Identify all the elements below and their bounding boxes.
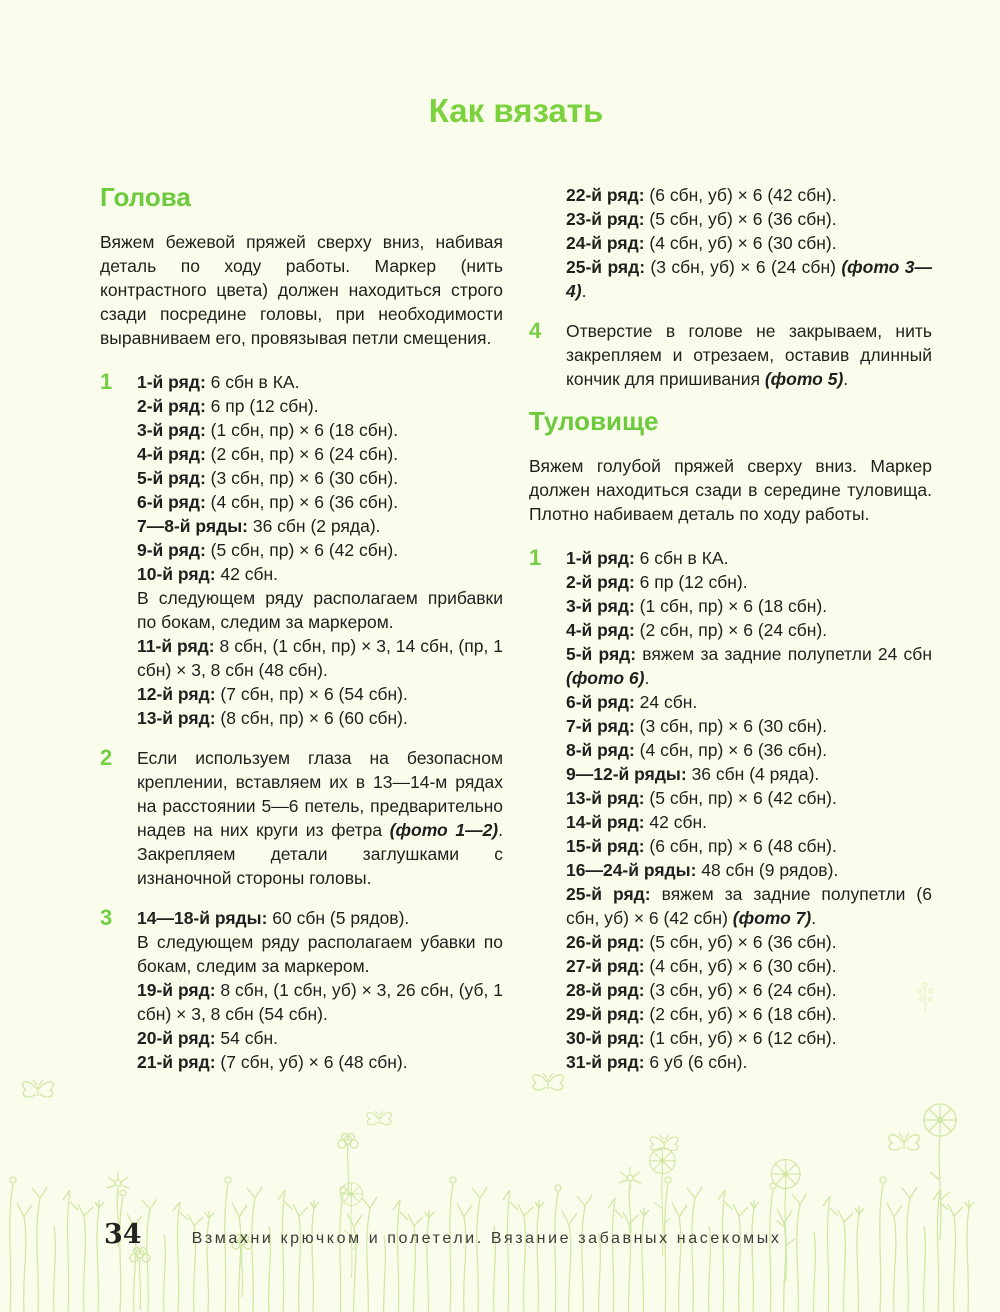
item-number: 4 [529, 318, 542, 343]
row-text: (7 сбн, уб) × 6 (48 сбн). [215, 1051, 408, 1072]
row-label: 4-й ряд: [137, 443, 206, 464]
step-line [137, 906, 503, 930]
row-text: вяжем за задние полупетли 24 сбн [636, 643, 932, 664]
row-text: (5 сбн, пр) × 6 (42 сбн). [644, 787, 837, 808]
row-text: 6 пр (12 сбн). [634, 571, 748, 592]
row-label: 6-й ряд: [566, 691, 635, 712]
row-label: 14—18-й ряды: [137, 907, 268, 928]
step-line [566, 546, 932, 570]
step-line [566, 231, 932, 255]
step-line [566, 858, 932, 882]
row-label: 2-й ряд: [566, 571, 635, 592]
row-label: 9—12-й ряды: [566, 763, 687, 784]
item-body [566, 319, 932, 391]
row-label: 12-й ряд: [137, 683, 216, 704]
row-text: (4 сбн, уб) × 6 (30 сбн). [644, 955, 837, 976]
row-text: (2 сбн, пр) × 6 (24 сбн). [205, 443, 399, 464]
row-label: 6-й ряд: [137, 491, 206, 512]
row-text: . [644, 667, 650, 688]
row-label: 30-й ряд: [566, 1027, 645, 1048]
row-label: 11-й ряд: [137, 635, 215, 656]
row-label: 24-й ряд: [566, 233, 645, 253]
step-line [137, 514, 503, 538]
row-text: 24 сбн. [634, 691, 698, 712]
step-line [566, 738, 932, 762]
right-column [529, 183, 932, 1090]
row-text: 36 сбн (4 ряда). [686, 763, 820, 784]
row-text: В следующем ряду располагаем прибавки по бокам, следим за маркером. [137, 587, 503, 632]
row-label: 4-й ряд: [566, 619, 635, 640]
step-line [566, 714, 932, 738]
row-text: 6 сбн в КА. [634, 547, 729, 568]
step-line [137, 978, 503, 1026]
row-text: (6 сбн, уб) × 6 (42 сбн). [644, 185, 837, 205]
step-line [566, 618, 932, 642]
row-text: (3 сбн, уб) × 6 (24 сбн). [644, 979, 837, 1000]
row-label: 7—8-й ряды: [137, 515, 248, 536]
row-text: 48 сбн (9 рядов). [696, 859, 839, 880]
row-text: . [843, 369, 849, 389]
row-label: 28-й ряд: [566, 979, 645, 1000]
row-text: вяжем за задние полупетли (6 сбн, уб) × 6 (42 сбн) [566, 883, 932, 928]
numbered-item [529, 183, 932, 303]
row-text: (5 сбн, уб) × 6 (36 сбн). [644, 931, 837, 952]
step-line [137, 394, 503, 418]
row-text: (3 сбн, пр) × 6 (30 сбн). [205, 467, 399, 488]
item-number: 3 [100, 904, 113, 930]
row-text: (6 сбн, пр) × 6 (48 сбн). [644, 835, 837, 856]
numbered-item [100, 370, 503, 730]
row-label: 13-й ряд: [137, 707, 216, 728]
row-text: (1 сбн, пр) × 6 (18 сбн). [205, 419, 399, 440]
row-label: 27-й ряд: [566, 955, 645, 976]
step-line [566, 594, 932, 618]
numbered-item [100, 906, 503, 1074]
row-label: 25-й ряд: [566, 257, 646, 277]
row-label: 3-й ряд: [137, 419, 206, 440]
row-label: 5-й ряд: [566, 643, 637, 664]
step-line [566, 255, 932, 303]
step-line [566, 1050, 932, 1074]
numbered-item [100, 746, 503, 890]
step-line [137, 442, 503, 466]
row-label: 26-й ряд: [566, 931, 645, 952]
step-line [566, 762, 932, 786]
row-label: 25-й ряд: [566, 883, 651, 904]
item-number: 1 [100, 368, 113, 394]
book-title: Взмахни крючком и полетели. Вязание забавных насекомых [191, 1230, 782, 1247]
page-footer [104, 1219, 781, 1250]
photo-ref: (фото 1—2) [389, 819, 499, 840]
page-number: 34 [104, 1219, 142, 1250]
step-line [137, 706, 503, 730]
section-heading: Туловище [529, 406, 659, 436]
row-text: (5 сбн, уб) × 6 (36 сбн). [644, 209, 837, 229]
row-label: 7-й ряд: [566, 715, 635, 736]
row-text: (3 сбн, уб) × 6 (24 сбн) [645, 257, 842, 277]
row-text: (8 сбн, пр) × 6 (60 сбн). [215, 707, 408, 728]
row-label: 9-й ряд: [137, 539, 206, 560]
row-text: 8 сбн, (1 сбн, уб) × 3, 26 сбн, (уб, 1 сбн) × 3, 8 сбн (54 сбн). [137, 979, 503, 1024]
row-label: 16—24-й ряды: [566, 859, 697, 880]
photo-ref: (фото 6) [566, 667, 645, 688]
step-line [137, 418, 503, 442]
step-line [566, 1026, 932, 1050]
row-text: 8 сбн, (1 сбн, пр) × 3, 14 сбн, (пр, 1 сбн) × 3, 8 сбн (48 сбн). [137, 635, 503, 680]
row-label: 10-й ряд: [137, 563, 216, 584]
row-label: 13-й ряд: [566, 787, 645, 808]
row-text: . [811, 907, 817, 928]
section-intro: Вяжем голубой пряжей сверху вниз. Маркер должен находиться сзади в середине туловища. Плотно набиваем деталь по ходу работы. [529, 455, 932, 524]
row-text: Если используем глаза на безопасном креплении, вставляем их в 13—14-м рядах на расстоянии 5—6 петель, предварительно надев на них круги из фетра [137, 747, 503, 840]
step-line [137, 466, 503, 490]
row-text: 42 сбн. [215, 563, 279, 584]
row-text: . [581, 281, 587, 301]
photo-ref: (фото 5) [764, 369, 844, 389]
step-line [566, 183, 932, 207]
row-text: (4 сбн, пр) × 6 (36 сбн). [634, 739, 828, 760]
row-text: (1 сбн, пр) × 6 (18 сбн). [634, 595, 828, 616]
step-line [137, 562, 503, 586]
step-line [566, 810, 932, 834]
row-text: (3 сбн, пр) × 6 (30 сбн). [634, 715, 828, 736]
row-text: (2 сбн, уб) × 6 (18 сбн). [644, 1003, 837, 1024]
step-line [137, 1050, 503, 1074]
row-label: 1-й ряд: [137, 371, 206, 392]
row-text: 54 сбн. [215, 1027, 279, 1048]
row-text: Отверстие в голове не закрываем, нить закрепляем и отрезаем, оставив длинный кончик для пришивания [566, 321, 932, 389]
left-column [100, 183, 503, 1090]
row-text: 60 сбн (5 рядов). [267, 907, 410, 928]
item-body [137, 370, 503, 730]
row-label: 29-й ряд: [566, 1003, 645, 1024]
two-column-layout [100, 183, 932, 1090]
row-text: 42 сбн. [644, 811, 708, 832]
item-body [566, 183, 932, 303]
row-text: (5 сбн, пр) × 6 (42 сбн). [205, 539, 399, 560]
step-line [566, 834, 932, 858]
row-text: . Закрепляем детали заглушками с изнаночной стороны головы. [137, 819, 503, 888]
row-label: 5-й ряд: [137, 467, 206, 488]
step-line [566, 1002, 932, 1026]
photo-ref: (фото 3—4) [566, 257, 932, 301]
step-line [137, 634, 503, 682]
row-text: (4 сбн, уб) × 6 (30 сбн). [644, 233, 837, 253]
numbered-item [529, 319, 932, 391]
row-text: 6 сбн в КА. [205, 371, 300, 392]
step-line [137, 586, 503, 634]
row-label: 14-й ряд: [566, 811, 645, 832]
step-line [566, 786, 932, 810]
row-label: 22-й ряд: [566, 185, 645, 205]
row-text: 6 уб (6 сбн). [644, 1051, 748, 1072]
step-line [137, 538, 503, 562]
step-line [566, 930, 932, 954]
step-line [566, 954, 932, 978]
row-label: 23-й ряд: [566, 209, 645, 229]
step-line [566, 207, 932, 231]
item-number: 1 [529, 544, 542, 570]
row-text: В следующем ряду располагаем убавки по бокам, следим за маркером. [137, 931, 503, 976]
step-line [137, 370, 503, 394]
row-text: 36 сбн (2 ряда). [247, 515, 381, 536]
step-line [137, 1026, 503, 1050]
row-text: (2 сбн, пр) × 6 (24 сбн). [634, 619, 828, 640]
item-body [137, 746, 503, 890]
step-line [137, 682, 503, 706]
step-line [137, 746, 503, 890]
page-title: Как вязать [428, 92, 604, 129]
step-line [566, 642, 932, 690]
row-text: (1 сбн, уб) × 6 (12 сбн). [644, 1027, 837, 1048]
item-body [566, 546, 932, 1074]
photo-ref: (фото 7) [732, 907, 812, 928]
step-line [566, 690, 932, 714]
item-body [137, 906, 503, 1074]
row-label: 2-й ряд: [137, 395, 206, 416]
item-number [529, 183, 566, 303]
row-label: 8-й ряд: [566, 739, 635, 760]
step-line [566, 570, 932, 594]
row-label: 20-й ряд: [137, 1027, 216, 1048]
row-label: 3-й ряд: [566, 595, 635, 616]
row-text: (7 сбн, пр) × 6 (54 сбн). [215, 683, 408, 704]
step-line [137, 490, 503, 514]
row-label: 19-й ряд: [137, 979, 216, 1000]
row-label: 31-й ряд: [566, 1051, 645, 1072]
row-text: 6 пр (12 сбн). [205, 395, 319, 416]
item-number: 2 [100, 744, 113, 770]
step-line [566, 882, 932, 930]
step-line [566, 978, 932, 1002]
row-label: 1-й ряд: [566, 547, 635, 568]
section-intro: Вяжем бежевой пряжей сверху вниз, набивая деталь по ходу работы. Маркер (нить контрастного цвета) должен находиться строго сзади посредине головы, при необходимости выравниваем его, провязывая петли смещения. [100, 231, 503, 348]
section-heading: Голова [100, 182, 191, 212]
step-line [137, 930, 503, 978]
row-text: (4 сбн, пр) × 6 (36 сбн). [205, 491, 399, 512]
numbered-item [529, 546, 932, 1074]
row-label: 15-й ряд: [566, 835, 645, 856]
row-label: 21-й ряд: [137, 1051, 216, 1072]
step-line [566, 319, 932, 391]
